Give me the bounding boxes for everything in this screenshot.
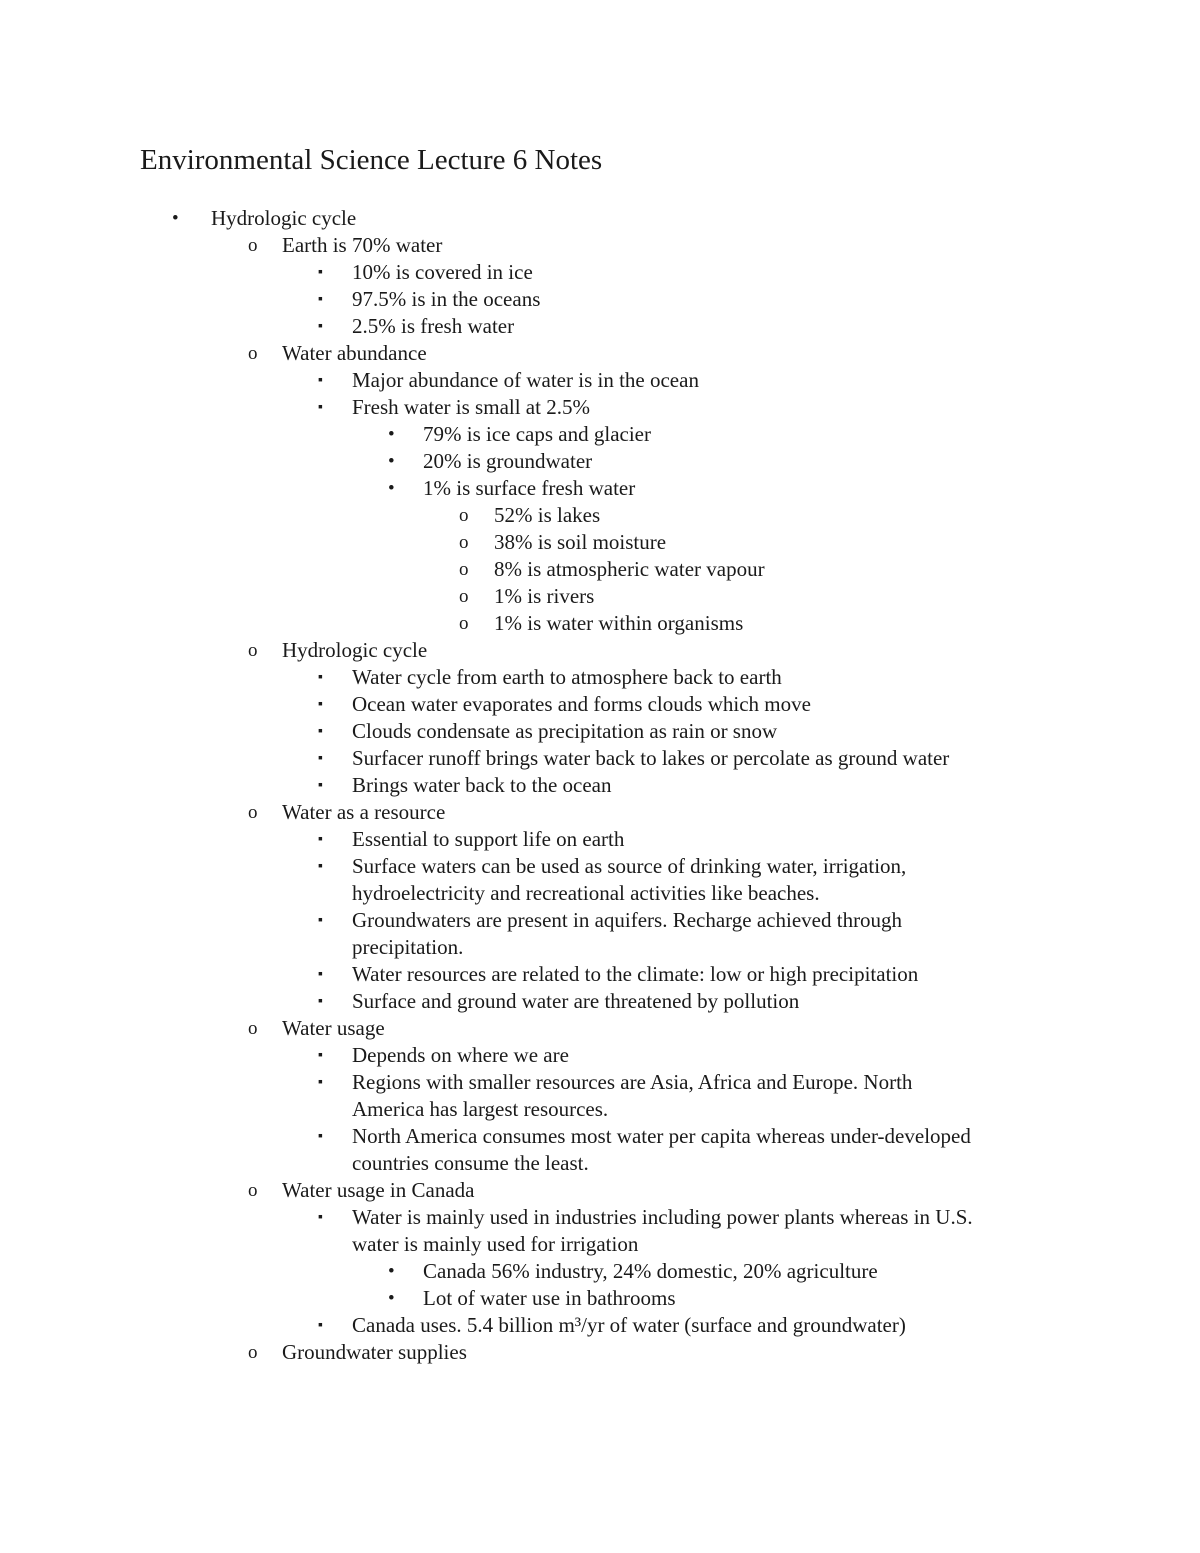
outline-item-level-3: [0, 664, 1200, 691]
outline-item-level-5: [0, 556, 1200, 583]
circle-marker: o: [248, 1180, 258, 1201]
outline-item-text: Fresh water is small at 2.5%: [352, 395, 590, 419]
square-marker: ▪: [318, 373, 323, 388]
outline-item-level-2: [0, 1177, 1200, 1204]
square-marker: ▪: [318, 994, 323, 1009]
outline-item-text: 8% is atmospheric water vapour: [494, 557, 765, 581]
outline-item-text: Water abundance: [282, 341, 427, 365]
outline-item-level-3: [0, 1123, 1200, 1150]
outline-item-text: Groundwaters are present in aquifers. Recharge achieved through: [352, 908, 903, 932]
outline-item-level-2: [0, 232, 1200, 259]
outline-item-text: Surface waters can be used as source of drinking water, irrigation,: [352, 854, 907, 878]
outline-item-text: Brings water back to the ocean: [352, 773, 612, 797]
outline-item-text: Canada 56% industry, 24% domestic, 20% agriculture: [423, 1259, 878, 1283]
outline-item-level-4: [0, 1258, 1200, 1285]
outline-item-level-3: [0, 367, 1200, 394]
outline-item-text: Surfacer runoff brings water back to lakes or percolate as ground water: [352, 746, 950, 770]
square-marker: ▪: [318, 292, 323, 307]
circle-marker: o: [459, 505, 469, 526]
outline-item-level-3: [0, 286, 1200, 313]
circle-marker: o: [459, 559, 469, 580]
circle-marker: o: [248, 235, 258, 256]
square-marker: ▪: [318, 967, 323, 982]
square-marker: ▪: [318, 1210, 323, 1225]
outline-item-level-3: [0, 1312, 1200, 1339]
square-marker: ▪: [318, 1129, 323, 1144]
outline-item-continuation: [0, 1231, 1200, 1258]
outline-item-level-4: [0, 475, 1200, 502]
circle-marker: o: [248, 343, 258, 364]
bullet-marker: •: [172, 208, 179, 229]
outline-item-text: Water usage in Canada: [282, 1178, 475, 1202]
square-marker: ▪: [318, 859, 323, 874]
notes-outline: [0, 205, 1200, 1366]
outline-item-text: Clouds condensate as precipitation as rain or snow: [352, 719, 778, 743]
outline-item-text: Groundwater supplies: [282, 1340, 467, 1364]
outline-item-level-3: [0, 745, 1200, 772]
square-marker: ▪: [318, 400, 323, 415]
outline-item-text: Water is mainly used in industries including power plants whereas in U.S.: [352, 1205, 973, 1229]
outline-item-text: countries consume the least.: [352, 1151, 589, 1175]
outline-item-level-5: [0, 583, 1200, 610]
square-marker: ▪: [318, 670, 323, 685]
square-marker: ▪: [318, 778, 323, 793]
square-marker: ▪: [318, 1075, 323, 1090]
outline-item-text: 1% is rivers: [494, 584, 595, 608]
outline-item-level-2: [0, 1339, 1200, 1366]
outline-item-continuation: [0, 1096, 1200, 1123]
bullet-marker: •: [388, 451, 395, 472]
square-marker: ▪: [318, 1048, 323, 1063]
document-title: Environmental Science Lecture 6 Notes: [140, 144, 603, 176]
square-marker: ▪: [318, 1318, 323, 1333]
outline-item-text: Depends on where we are: [352, 1043, 569, 1067]
outline-item-continuation: [0, 934, 1200, 961]
square-marker: ▪: [318, 265, 323, 280]
outline-item-level-5: [0, 529, 1200, 556]
circle-marker: o: [248, 1342, 258, 1363]
circle-marker: o: [248, 802, 258, 823]
circle-marker: o: [248, 640, 258, 661]
outline-item-text: Ocean water evaporates and forms clouds which move: [352, 692, 811, 716]
outline-item-level-2: [0, 799, 1200, 826]
outline-item-level-4: [0, 448, 1200, 475]
outline-item-level-3: [0, 826, 1200, 853]
outline-item-level-3: [0, 1204, 1200, 1231]
outline-item-text: Water usage: [282, 1016, 385, 1040]
outline-item-text: 38% is soil moisture: [494, 530, 667, 554]
circle-marker: o: [248, 1018, 258, 1039]
bullet-marker: •: [388, 1288, 395, 1309]
outline-item-text: water is mainly used for irrigation: [352, 1232, 639, 1256]
circle-marker: o: [459, 532, 469, 553]
outline-item-text: Hydrologic cycle: [211, 206, 357, 230]
outline-item-text: precipitation.: [352, 935, 464, 959]
square-marker: ▪: [318, 697, 323, 712]
bullet-marker: •: [388, 424, 395, 445]
outline-item-level-1: [0, 205, 1200, 232]
square-marker: ▪: [318, 319, 323, 334]
outline-item-text: 10% is covered in ice: [352, 260, 533, 284]
outline-item-text: Major abundance of water is in the ocean: [352, 368, 699, 392]
outline-item-level-3: [0, 313, 1200, 340]
bullet-marker: •: [388, 1261, 395, 1282]
circle-marker: o: [459, 586, 469, 607]
outline-item-continuation: [0, 1150, 1200, 1177]
outline-item-text: 1% is water within organisms: [494, 611, 744, 635]
outline-item-level-3: [0, 853, 1200, 880]
bullet-marker: •: [388, 478, 395, 499]
outline-item-text: Water as a resource: [282, 800, 446, 824]
outline-item-text: hydroelectricity and recreational activities like beaches.: [352, 881, 820, 905]
outline-item-text: 2.5% is fresh water: [352, 314, 515, 338]
outline-item-level-3: [0, 718, 1200, 745]
outline-item-level-4: [0, 1285, 1200, 1312]
outline-item-level-2: [0, 637, 1200, 664]
outline-item-level-3: [0, 907, 1200, 934]
outline-item-level-3: [0, 772, 1200, 799]
outline-item-level-5: [0, 610, 1200, 637]
outline-item-level-3: [0, 988, 1200, 1015]
outline-item-level-5: [0, 502, 1200, 529]
square-marker: ▪: [318, 913, 323, 928]
outline-item-text: Essential to support life on earth: [352, 827, 625, 851]
outline-item-text: Water resources are related to the climate: low or high precipitation: [352, 962, 919, 986]
outline-item-text: 52% is lakes: [494, 503, 601, 527]
square-marker: ▪: [318, 832, 323, 847]
outline-item-text: North America consumes most water per capita whereas under-developed: [352, 1124, 971, 1148]
outline-item-level-2: [0, 340, 1200, 367]
outline-item-text: Lot of water use in bathrooms: [423, 1286, 676, 1310]
outline-item-text: Earth is 70% water: [282, 233, 443, 257]
outline-item-text: Surface and ground water are threatened by pollution: [352, 989, 800, 1013]
square-marker: ▪: [318, 751, 323, 766]
outline-item-level-2: [0, 1015, 1200, 1042]
outline-item-text: 20% is groundwater: [423, 449, 593, 473]
outline-item-text: Canada uses. 5.4 billion m³/yr of water (surface and groundwater): [352, 1313, 906, 1337]
square-marker: ▪: [318, 724, 323, 739]
outline-item-text: America has largest resources.: [352, 1097, 609, 1121]
outline-item-level-3: [0, 259, 1200, 286]
outline-item-text: 79% is ice caps and glacier: [423, 422, 651, 446]
outline-item-text: Regions with smaller resources are Asia, Africa and Europe. North: [352, 1070, 913, 1094]
outline-item-text: Hydrologic cycle: [282, 638, 428, 662]
outline-item-level-3: [0, 961, 1200, 988]
outline-item-level-3: [0, 1069, 1200, 1096]
circle-marker: o: [459, 613, 469, 634]
outline-item-level-4: [0, 421, 1200, 448]
outline-item-level-3: [0, 1042, 1200, 1069]
outline-item-continuation: [0, 880, 1200, 907]
outline-item-level-3: [0, 691, 1200, 718]
outline-item-level-3: [0, 394, 1200, 421]
outline-item-text: 1% is surface fresh water: [423, 476, 636, 500]
outline-item-text: 97.5% is in the oceans: [352, 287, 541, 311]
outline-item-text: Water cycle from earth to atmosphere back to earth: [352, 665, 782, 689]
